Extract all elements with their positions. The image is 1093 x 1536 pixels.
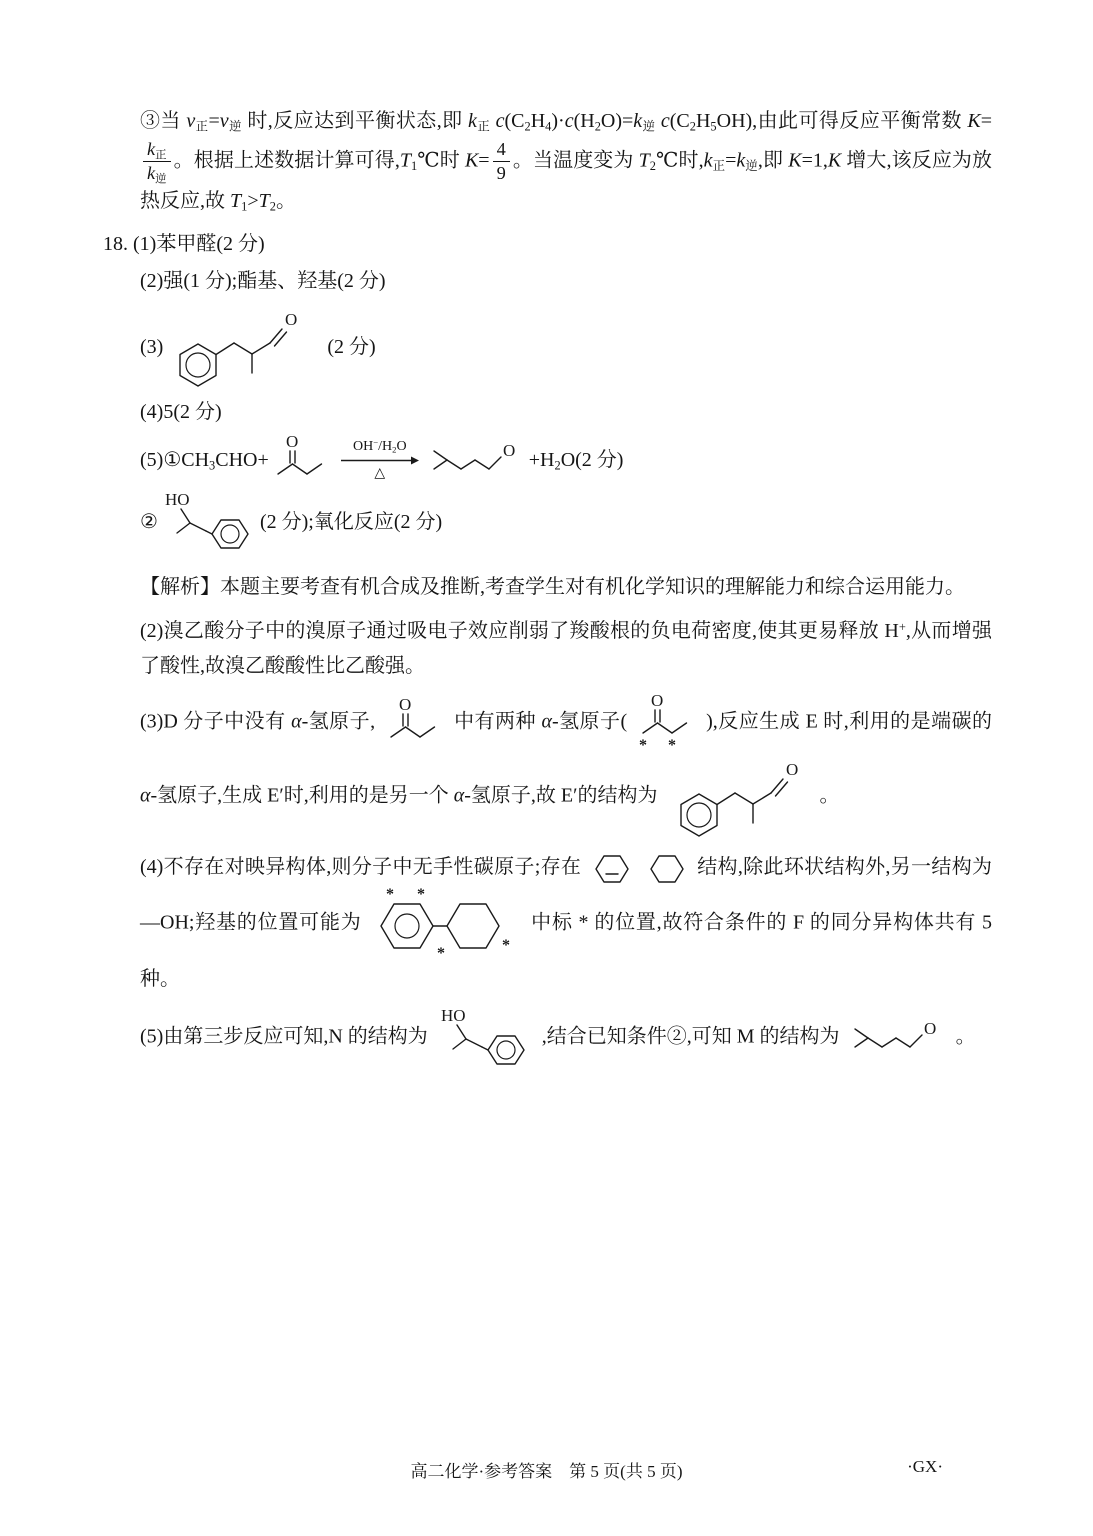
structure-butanone-2-icon: [387, 697, 443, 749]
analysis-3-text-d: 。: [819, 784, 840, 807]
structure-butanone-alpha-marked-icon: [639, 693, 695, 753]
svg-text:O: O: [285, 434, 299, 452]
footer-code: ·GX·: [907, 1457, 943, 1476]
svg-text:O: O: [502, 441, 516, 461]
svg-text:*: *: [417, 885, 426, 903]
cyclohexane-ring-icon: [648, 852, 686, 886]
analysis-5-text-a: (5)由第三步反应可知,N 的结构为: [140, 1025, 428, 1048]
reaction-condition-bottom: △: [374, 465, 386, 481]
svg-text:HO: HO: [440, 1005, 466, 1025]
answer-18-3: [140, 303, 992, 391]
reaction-arrow: [341, 438, 419, 482]
answer-18-5-1-reactants: $(5)①CH_3CHO+$: [140, 448, 269, 473]
svg-text:*: *: [437, 944, 446, 962]
answer-18-5-2-label: ②: [140, 510, 158, 533]
answer-18-2: (2)强(1 分);酯基、羟基(2 分): [140, 270, 386, 293]
svg-text:*: *: [638, 737, 647, 754]
structure-1-phenyl-2-propanol-icon: [163, 490, 255, 554]
analysis-5-text-c: 。: [955, 1025, 976, 1048]
structure-phenylcyclohexane-marked-icon: [373, 886, 519, 962]
answer-18-3-label: (3): [140, 335, 164, 358]
svg-text:HO: HO: [164, 490, 190, 510]
svg-text:*: *: [667, 737, 676, 754]
question-18-answers: [103, 227, 992, 554]
arrow-right-icon: [341, 456, 419, 465]
analysis-point-5: [140, 1006, 992, 1070]
analysis-point-2: (2)溴乙酸分子中的溴原子通过吸电子效应削弱了羧酸根的负电荷密度,使其更易释放 H+,从而增强了酸性,故溴乙酸酸性比乙酸强。: [140, 620, 993, 678]
answer-18-5-2-score: (2 分);氧化反应(2 分): [259, 510, 443, 533]
analysis-4-text-a: (4)不存在对映异构体,则分子中无手性碳原子;存在: [140, 856, 582, 879]
structure-2-methyl-3-phenylpropanal-icon: [168, 303, 308, 391]
svg-text:O: O: [398, 697, 411, 715]
svg-text:O: O: [285, 310, 298, 330]
analysis-section: [140, 570, 992, 1069]
analysis-3-text-a: (3)D 分子中没有 α-氢原子,: [140, 710, 376, 733]
structure-butanone-icon: [274, 434, 330, 486]
answer-18-1: 18. (1)苯甲醛(2 分): [103, 233, 265, 256]
answer-18-4: (4)5(2 分): [140, 401, 222, 424]
structure-n-icon: [439, 1006, 531, 1070]
analysis-3-text-c: ),反应生成 E 时,利用的是端碳的 α-氢原子,生成 E′时,利用的是另一个 α-氢原子,故 E′的结构为: [140, 710, 993, 807]
svg-text:*: *: [502, 936, 511, 954]
equilibrium-explanation: ③当 $v_正=v_逆$ 时,反应达到平衡状态,即 $k_正$ $c(C_2H_4)\cdot c(H_2O)=k_逆$ $c(C_2H_5OH)$,由此可得反应平衡常数 K= $\frac{k_正}{k_逆}$ 。根据上述数据计算可得$,T_1℃$时 K= $\frac{4}{9}$ 。当温度变为 $T_2℃$时$,k_正=k_逆$,即 K=1,K 增大,该反应为放热反应,故 $T_1>T_2$。: [140, 110, 993, 215]
svg-text:O: O: [923, 1018, 936, 1038]
answer-18-5-2: [140, 490, 992, 554]
reaction-condition-top: $OH^-/H_2O$: [352, 437, 407, 455]
analysis-3-text-b: 中有两种 α-氢原子(: [454, 710, 628, 733]
answer-18-5-1-products: $+H_2O(2$ 分): [528, 448, 624, 473]
benzene-ring-icon: [593, 852, 631, 886]
structure-aldol-product-icon: [430, 440, 524, 480]
analysis-point-3: [140, 693, 992, 841]
answer-18-5-1: [140, 434, 992, 486]
footer-title: 高二化学·参考答案 第 5 页(共 5 页): [410, 1462, 683, 1481]
analysis-intro: 【解析】本题主要考查有机合成及推断,考查学生对有机化学知识的理解能力和综合运用能力。: [140, 576, 965, 599]
svg-text:O: O: [650, 693, 663, 711]
page-footer: [0, 1457, 1093, 1482]
svg-text:*: *: [386, 885, 395, 903]
analysis-4-text-c: 中标 * 的位置,故符合条件的 F 的同分异构体共有 5 种。: [140, 911, 993, 990]
analysis-point-4: [140, 850, 992, 996]
structure-m-icon: [851, 1018, 945, 1058]
answer-18-3-score: (2 分): [327, 335, 376, 358]
content-area: [103, 104, 993, 1079]
structure-e-prime-icon: [669, 753, 809, 841]
svg-text:O: O: [785, 760, 798, 780]
analysis-5-text-b: ,结合已知条件②,可知 M 的结构为: [541, 1025, 840, 1048]
analysis-4-text-b: 结构,除此环状结构外,另一结构为 —OH;羟基的位置可能为: [140, 856, 993, 934]
